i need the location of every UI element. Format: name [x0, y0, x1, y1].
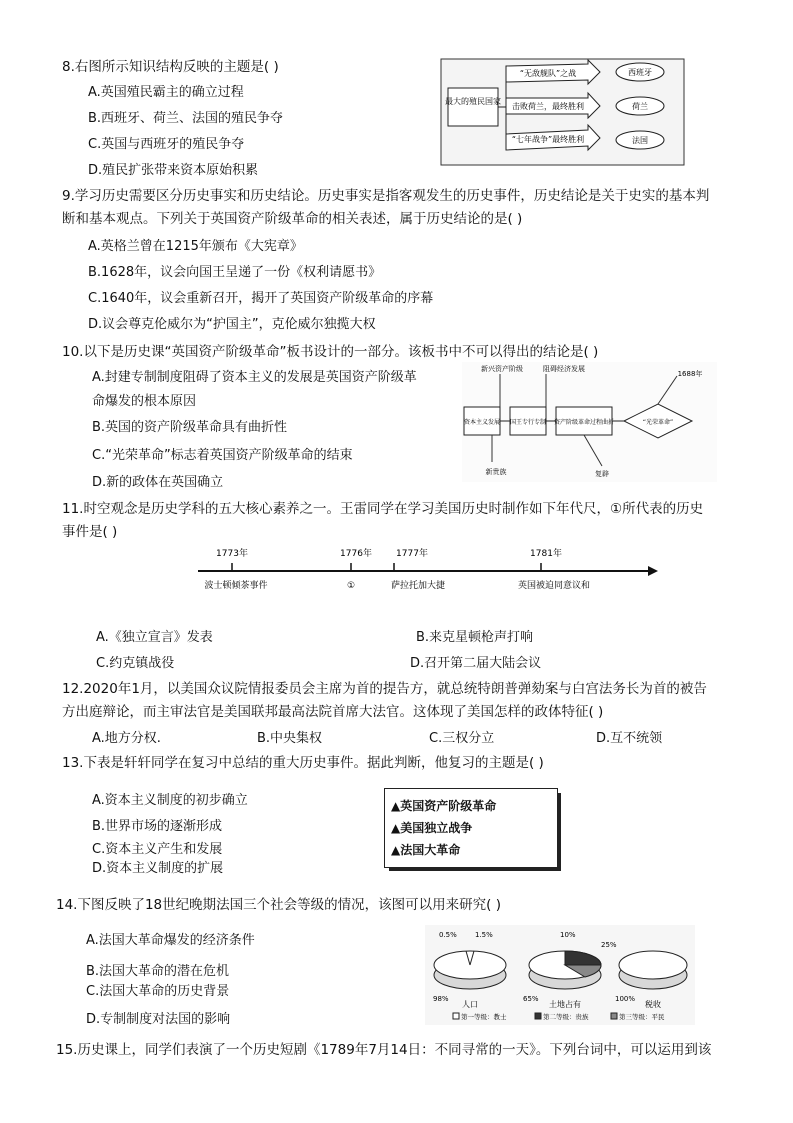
q8-option-d: D.殖民扩张带来资本原始积累 [88, 163, 259, 178]
q10-year-label: 1688年 [677, 370, 703, 378]
svg-text:第三等级：平民: 第三等级：平民 [619, 1013, 665, 1021]
q11-stem-line1: 11.时空观念是历史学科的五大核心素养之一。王雷同学在学习美国历史时制作如下年代尺，①所代表的历史 [62, 501, 704, 517]
q14-label-0-5: 0.5% [439, 931, 457, 939]
q14-option-c: C.法国大革命的历史背景 [86, 984, 230, 999]
svg-text:①: ① [346, 581, 356, 591]
q8-stem: 8.右图所示知识结构反映的主题是( ) [62, 59, 279, 75]
svg-text:“光荣革命”: “光荣革命” [642, 419, 674, 426]
q10-option-a-line1: A.封建专制制度阻碍了资本主义的发展是英国资产阶级革 [92, 370, 417, 385]
q13-option-a: A.资本主义制度的初步确立 [92, 793, 248, 808]
q10-bottom-label-1: 新贵族 [485, 468, 507, 476]
q14-label-25: 25% [601, 941, 617, 949]
q8-knowledge-figure [440, 58, 685, 166]
svg-text:第二等级：贵族: 第二等级：贵族 [543, 1013, 589, 1021]
q8-left-box-text: 最大的殖民国家 [445, 97, 501, 106]
q10-stem: 10.以下是历史课“英国资产阶级革命”板书设计的一部分。该板书中不可以得出的结论是( ) [62, 344, 599, 360]
q14-label-1-5: 1.5% [475, 931, 493, 939]
q14-option-d: D.专制制度对法国的影响 [86, 1012, 231, 1027]
q8-option-c: C.英国与西班牙的殖民争夺 [88, 137, 245, 152]
q12-stem-line2: 方出庭辩论，而主审法官是美国联邦最高法院首席大法官。这体现了美国怎样的政体特征( ) [62, 704, 604, 720]
q12-stem-line1: 12.2020年1月，以美国众议院情报委员会主席为首的提告方，就总统特朗普弹劾案与白宫法务长为首的被告 [62, 681, 707, 697]
svg-text:资本主义发展: 资本主义发展 [463, 419, 501, 426]
q12-option-d: D.互不统领 [596, 731, 663, 746]
q13-event-2: ▲美国独立战争 [391, 821, 473, 835]
q10-option-d: D.新的政体在英国确立 [92, 475, 224, 490]
q14-stem: 14.下图反映了18世纪晚期法国三个社会等级的情况，该图可以用来研究( ) [56, 897, 501, 913]
q14-pie-figure [425, 925, 695, 1025]
q11-option-c: C.约克镇战役 [96, 656, 175, 671]
q10-option-c: C.“光荣革命”标志着英国资产阶级革命的结束 [92, 448, 353, 463]
q11-tick-1773 [204, 547, 267, 591]
q10-option-a-line2: 命爆发的根本原因 [92, 394, 197, 409]
svg-text:1781年: 1781年 [530, 549, 562, 559]
q13-option-b: B.世界市场的逐渐形成 [92, 819, 223, 834]
q11-tick-1777 [391, 547, 445, 591]
svg-text:“无敌舰队”之战: “无敌舰队”之战 [519, 69, 577, 78]
svg-text:第一等级：教士: 第一等级：教士 [461, 1013, 507, 1021]
svg-text:英国被迫同意议和: 英国被迫同意议和 [517, 581, 591, 591]
svg-text:西班牙: 西班牙 [628, 68, 652, 77]
q9-option-d: D.议会尊克伦威尔为“护国主”，克伦威尔独揽大权 [88, 317, 376, 332]
svg-text:1773年: 1773年 [216, 549, 248, 559]
q8-option-a: A.英国殖民霸主的确立过程 [88, 85, 244, 100]
q13-option-c: C.资本主义产生和发展 [92, 842, 223, 857]
q14-option-a: A.法国大革命爆发的经济条件 [86, 933, 255, 948]
q9-stem-line2: 断和基本观点。下列关于英国资产阶级革命的相关表述，属于历史结论的是( ) [62, 211, 523, 227]
q10-blackboard-figure [462, 362, 717, 482]
q11-option-d: D.召开第二届大陆会议 [410, 656, 542, 671]
svg-text:萨拉托加大捷: 萨拉托加大捷 [390, 581, 446, 591]
svg-text:击败荷兰，最终胜利: 击败荷兰，最终胜利 [512, 102, 584, 111]
svg-text:1777年: 1777年 [396, 549, 428, 559]
svg-text:1776年: 1776年 [340, 549, 372, 559]
q15-stem: 15.历史课上，同学们表演了一个历史短剧《1789年7月14日：不同寻常的一天》。下列台词中，可以运用到该 [56, 1042, 712, 1058]
q11-tick-1781 [518, 547, 590, 591]
q13-stem: 13.下表是轩轩同学在复习中总结的重大历史事件。据此判断，他复习的主题是( ) [62, 755, 544, 771]
svg-text:荷兰: 荷兰 [632, 102, 648, 111]
q14-label-100: 100% [615, 995, 636, 1003]
svg-text:“七年战争”最终胜利: “七年战争”最终胜利 [511, 135, 585, 144]
q12-option-b: B.中央集权 [257, 731, 323, 746]
q13-option-d: D.资本主义制度的扩展 [92, 861, 224, 876]
q11-option-a: A.《独立宣言》发表 [96, 630, 213, 645]
q10-top-label-2: 阻碍经济发展 [543, 365, 585, 373]
q11-option-b: B.来克星顿枪声打响 [416, 630, 534, 645]
q14-label-65: 65% [523, 995, 539, 1003]
q13-event-table [384, 788, 558, 868]
q13-event-3: ▲法国大革命 [391, 843, 461, 857]
q12-option-a: A.地方分权. [92, 731, 161, 746]
svg-text:国王专行专制: 国王专行专制 [509, 419, 547, 426]
svg-text:土地占有: 土地占有 [549, 1000, 581, 1009]
q9-option-c: C.1640年，议会重新召开，揭开了英国资产阶级革命的序幕 [88, 291, 434, 306]
q11-timeline [196, 542, 661, 600]
svg-text:资产阶级革命过程曲折: 资产阶级革命过程曲折 [553, 419, 615, 426]
q9-stem-line1: 9.学习历史需要区分历史事实和历史结论。历史事实是指客观发生的历史事件，历史结论是关于史实的基本判 [62, 188, 710, 204]
q10-bottom-label-2: 复辟 [595, 470, 609, 478]
q13-event-1: ▲英国资产阶级革命 [391, 799, 497, 813]
svg-text:波士顿倾茶事件: 波士顿倾茶事件 [204, 581, 268, 591]
q10-option-b: B.英国的资产阶级革命具有曲折性 [92, 420, 288, 435]
q14-option-b: B.法国大革命的潜在危机 [86, 964, 230, 979]
svg-text:法国: 法国 [632, 136, 648, 145]
q14-legend [453, 1012, 665, 1021]
svg-text:人口: 人口 [462, 1000, 478, 1009]
q14-label-10: 10% [560, 931, 576, 939]
q9-option-b: B.1628年，议会向国王呈递了一份《权利请愿书》 [88, 265, 382, 280]
q8-option-b: B.西班牙、荷兰、法国的殖民争夺 [88, 111, 284, 126]
q11-stem-line2: 事件是( ) [62, 524, 118, 540]
q12-option-c: C.三权分立 [429, 731, 495, 746]
q10-top-label-1: 新兴资产阶级 [481, 365, 523, 373]
q11-tick-1776 [340, 547, 372, 591]
q9-option-a: A.英格兰曾在1215年颁布《大宪章》 [88, 239, 303, 254]
q14-label-98: 98% [433, 995, 449, 1003]
svg-text:税收: 税收 [645, 1000, 661, 1009]
